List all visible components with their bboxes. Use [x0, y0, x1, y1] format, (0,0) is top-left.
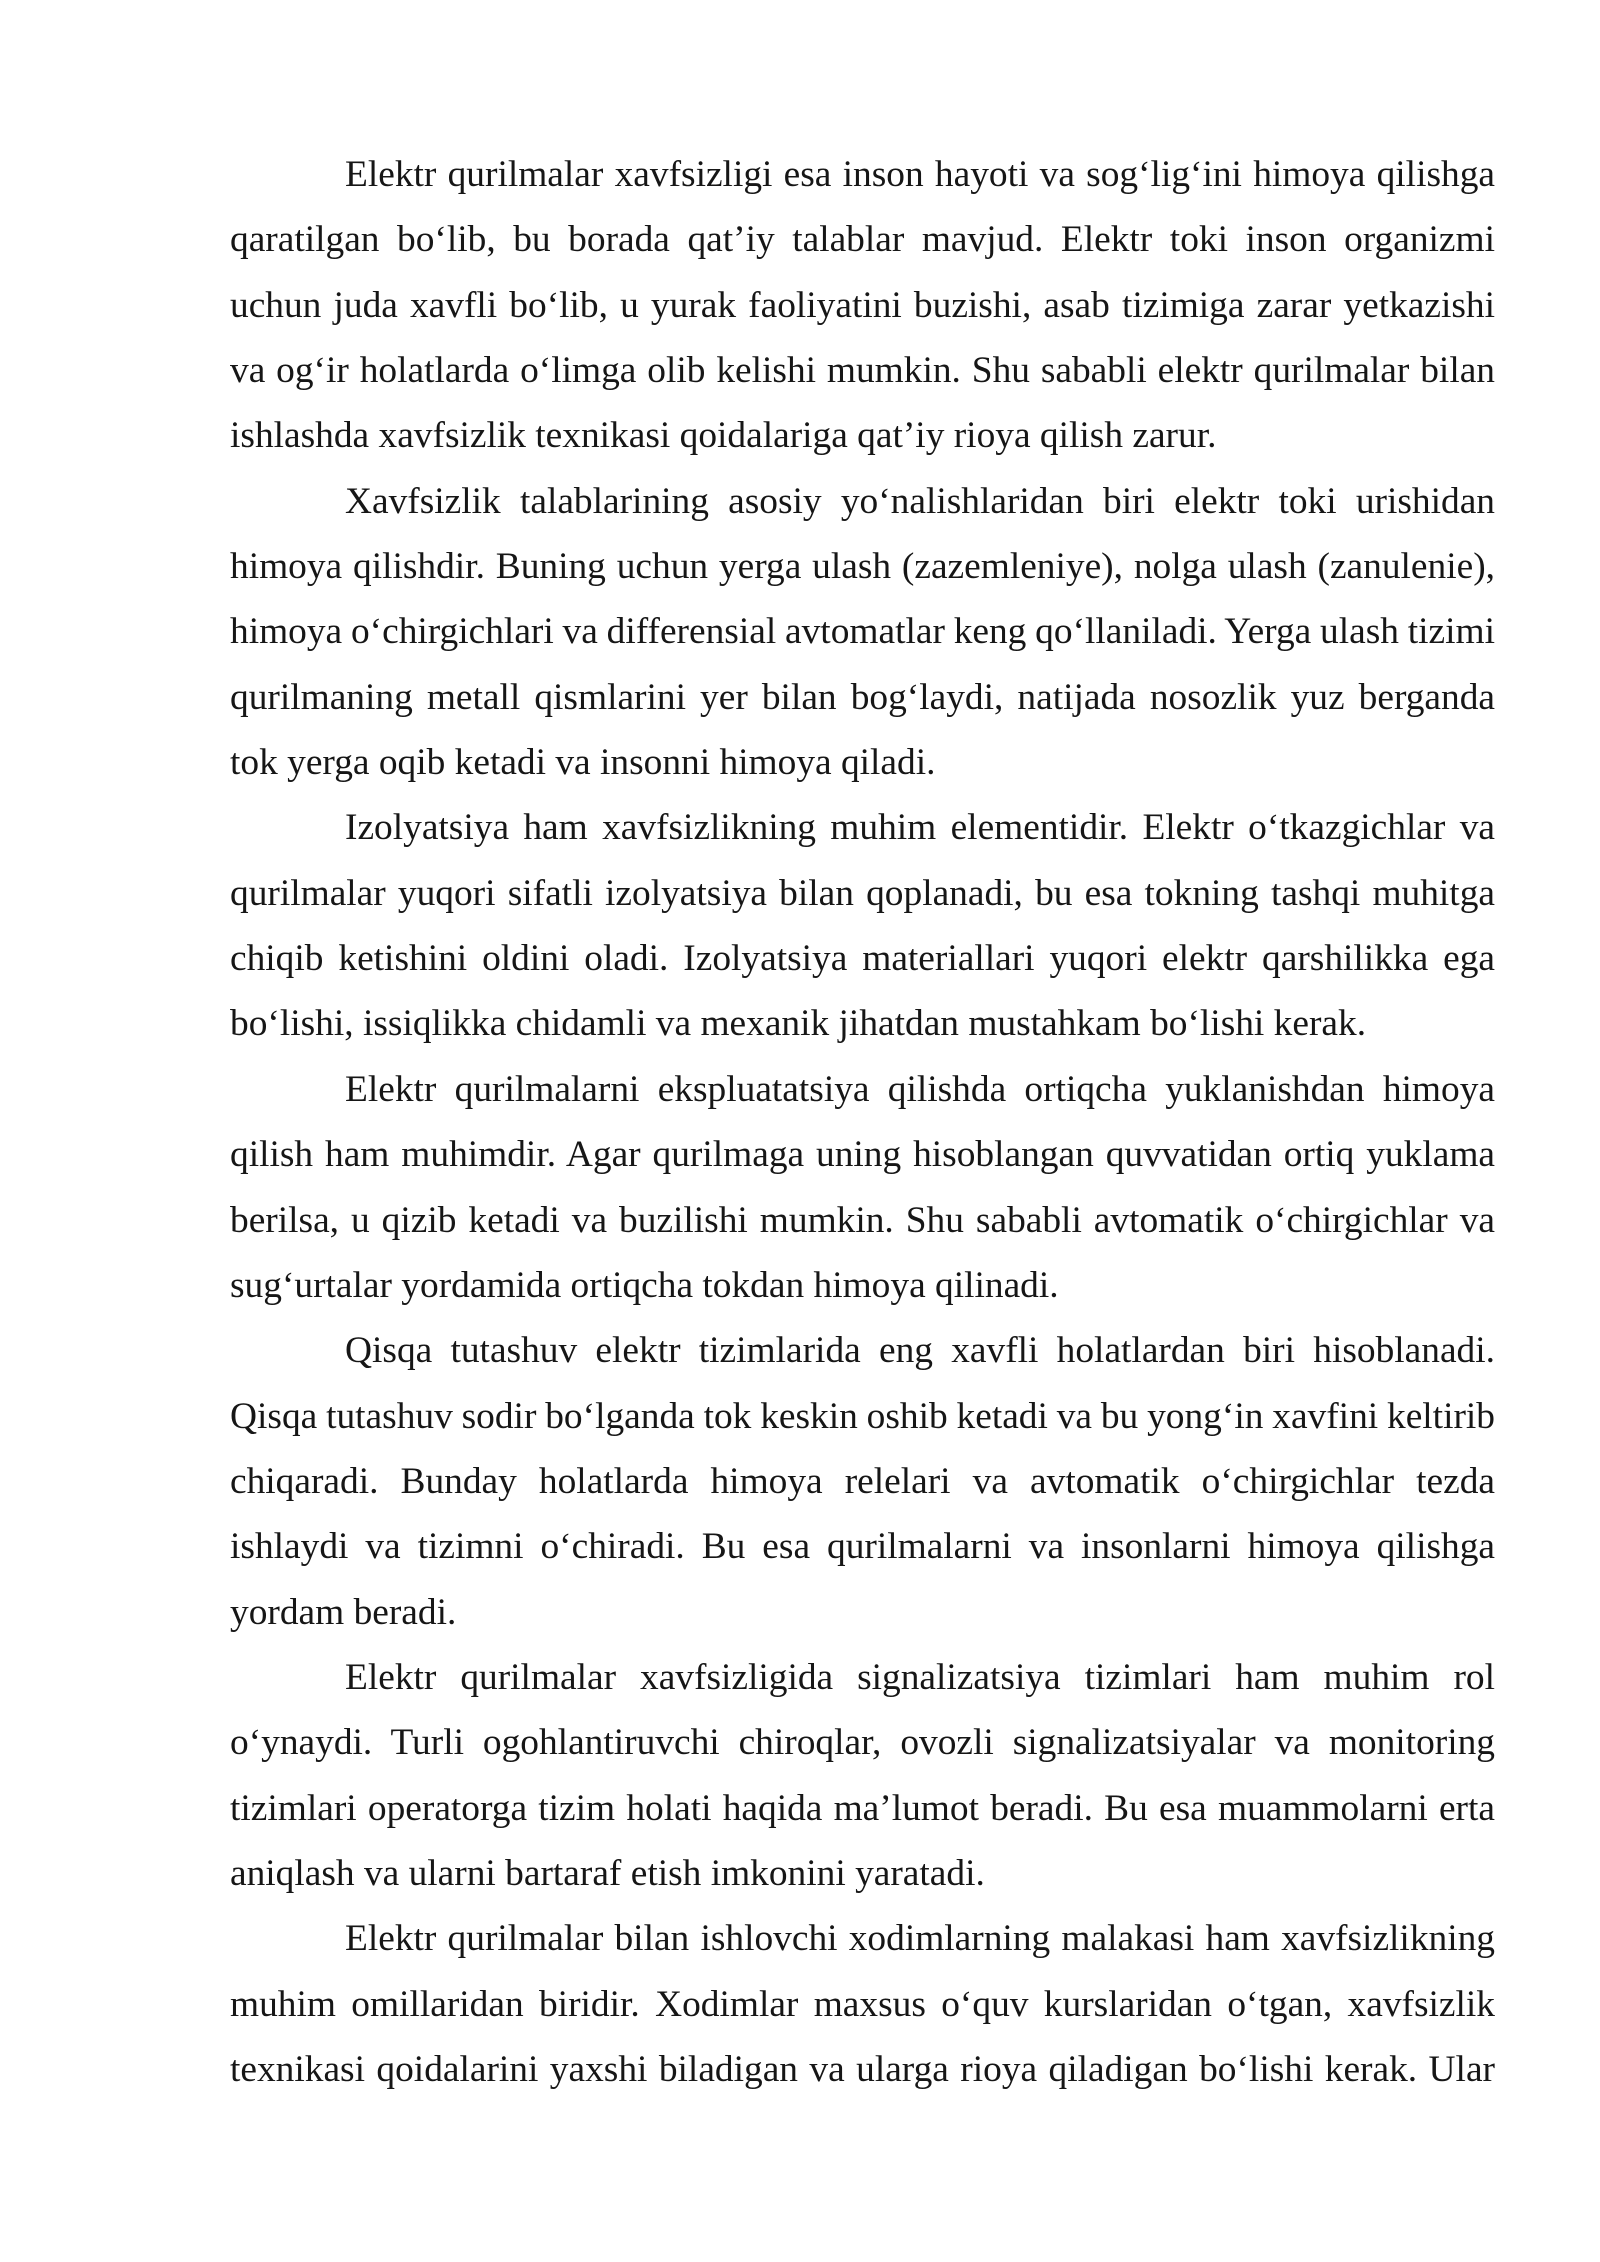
paragraph	[230, 1906, 1495, 2102]
paragraph-line: qaratilgan bo‘lib, bu borada qat’iy talablar mavjud. Elektr toki inson organizmi	[230, 219, 1495, 261]
paragraph-line: tizimlari operatorga tizim holati haqida ma’lumot beradi. Bu esa muammolarni erta	[230, 1787, 1495, 1829]
paragraph-line: Qisqa tutashuv elektr tizimlarida eng xavfli holatlardan biri hisoblanadi.	[345, 1330, 1495, 1372]
paragraph	[230, 1318, 1495, 1645]
paragraph-line: qurilmaning metall qismlarini yer bilan bog‘laydi, natijada nosozlik yuz berganda	[230, 676, 1495, 718]
paragraph-line: qurilmalar yuqori sifatli izolyatsiya bilan qoplanadi, bu esa tokning tashqi muhitga	[230, 872, 1495, 914]
paragraph-line: chiqib ketishini oldini oladi. Izolyatsiya materiallari yuqori elektr qarshilikka ega	[230, 938, 1495, 980]
paragraph-line: berilsa, u qizib ketadi va buzilishi mumkin. Shu sababli avtomatik o‘chirgichlar va	[230, 1199, 1495, 1241]
body-text	[230, 142, 1495, 2102]
paragraph-line: himoya o‘chirgichlari va differensial avtomatlar keng qo‘llaniladi. Yerga ulash tizimi	[230, 611, 1495, 653]
paragraph-line: uchun juda xavfli bo‘lib, u yurak faoliyatini buzishi, asab tizimiga zarar yetkazishi	[230, 284, 1495, 326]
paragraph	[230, 1057, 1495, 1318]
paragraph	[230, 142, 1495, 469]
paragraph-line: yordam beradi.	[230, 1591, 457, 1633]
paragraph-line: Xavfsizlik talablarining asosiy yo‘nalishlaridan biri elektr toki urishidan	[345, 480, 1495, 522]
paragraph-line: Elektr qurilmalar xavfsizligi esa inson hayoti va sog‘lig‘ini himoya qilishga	[345, 154, 1495, 195]
paragraph-line: chiqaradi. Bunday holatlarda himoya relelari va avtomatik o‘chirgichlar tezda	[230, 1460, 1495, 1502]
paragraph-line: texnikasi qoidalarini yaxshi biladigan va ularga rioya qiladigan bo‘lishi kerak. Ular	[230, 2048, 1495, 2090]
paragraph-line: tok yerga oqib ketadi va insonni himoya qiladi.	[230, 742, 936, 784]
paragraph-line: sug‘urtalar yordamida ortiqcha tokdan himoya qilinadi.	[230, 1264, 1059, 1306]
paragraph-line: Elektr qurilmalar bilan ishlovchi xodimlarning malakasi ham xavfsizlikning	[345, 1918, 1495, 1960]
paragraph-line: bo‘lishi, issiqlikka chidamli va mexanik jihatdan mustahkam bo‘lishi kerak.	[230, 1003, 1367, 1045]
paragraph	[230, 795, 1495, 1056]
paragraph-line: ishlashda xavfsizlik texnikasi qoidalariga qat’iy rioya qilish zarur.	[230, 415, 1217, 457]
paragraph-line: Izolyatsiya ham xavfsizlikning muhim elementidir. Elektr o‘tkazgichlar va	[345, 807, 1495, 849]
paragraph-line: muhim omillaridan biridir. Xodimlar maxsus o‘quv kurslaridan o‘tgan, xavfsizlik	[230, 1983, 1495, 2025]
paragraph-line: aniqlash va ularni bartaraf etish imkonini yaratadi.	[230, 1852, 985, 1894]
paragraph-line: qilish ham muhimdir. Agar qurilmaga uning hisoblangan quvvatidan ortiq yuklama	[230, 1134, 1495, 1176]
paragraph	[230, 469, 1495, 796]
paragraph-line: va og‘ir holatlarda o‘limga olib kelishi mumkin. Shu sababli elektr qurilmalar bilan	[230, 350, 1495, 392]
paragraph	[230, 1645, 1495, 1906]
paragraph-line: Elektr qurilmalarni ekspluatatsiya qilishda ortiqcha yuklanishdan himoya	[345, 1068, 1495, 1110]
paragraph-line: ishlaydi va tizimni o‘chiradi. Bu esa qurilmalarni va insonlarni himoya qilishga	[230, 1526, 1495, 1568]
paragraph-line: Elektr qurilmalar xavfsizligida signalizatsiya tizimlari ham muhim rol	[345, 1656, 1495, 1698]
paragraph-line: Qisqa tutashuv sodir bo‘lganda tok keskin oshib ketadi va bu yong‘in xavfini keltirib	[230, 1395, 1495, 1437]
paragraph-line: o‘ynaydi. Turli ogohlantiruvchi chiroqlar, ovozli signalizatsiyalar va monitoring	[230, 1722, 1495, 1764]
paragraph-line: himoya qilishdir. Buning uchun yerga ulash (zazemleniye), nolga ulash (zanulenie),	[230, 546, 1495, 588]
